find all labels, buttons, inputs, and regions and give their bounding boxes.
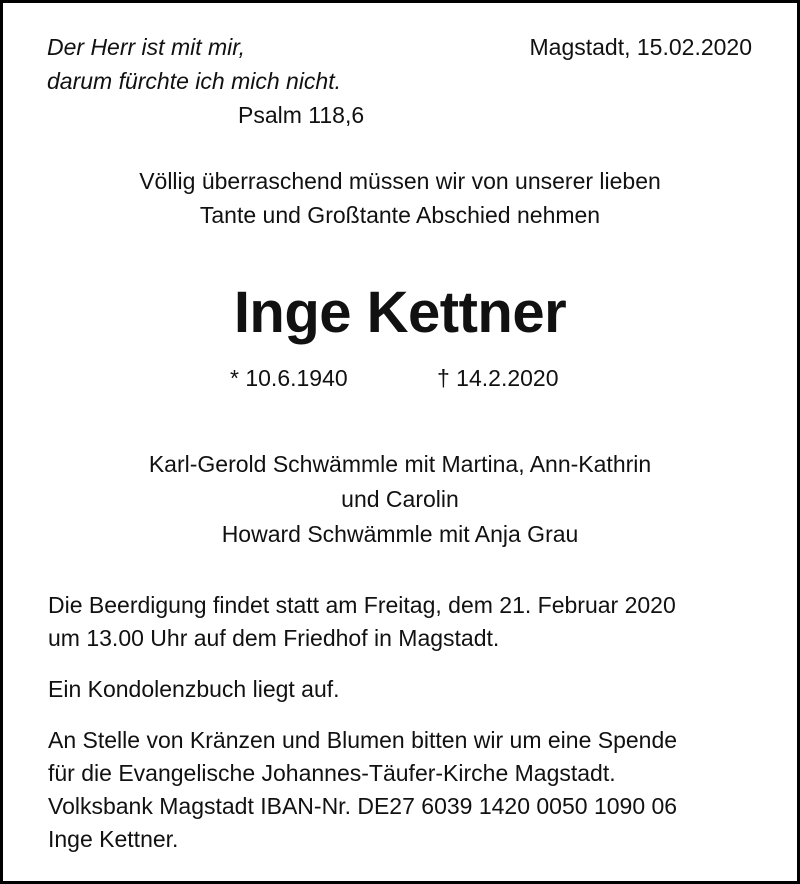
funeral-line-1: Die Beerdigung findet statt am Freitag, dem 21. Februar 2020 [48,592,676,618]
funeral-info [48,589,676,655]
intro-line-2: Tante und Großtante Abschied nehmen [199,202,601,228]
deceased-name: Inge Kettner [233,280,567,345]
donation-line-4: Inge Kettner. [48,826,179,852]
verse-reference: Psalm 118,6 [238,102,365,128]
funeral-line-2: um 13.00 Uhr auf dem Friedhof in Magstadt. [48,625,500,651]
birth-date: * 10.6.1940 [230,365,348,391]
mourners-line-3: Howard Schwämmle mit Anja Grau [221,521,579,547]
donation-line-2: für die Evangelische Johannes-Täufer-Kirche Magstadt. [48,760,616,786]
verse-line-1: Der Herr ist mit mir, [47,34,246,60]
verse-line-2: darum fürchte ich mich nicht. [47,68,342,94]
donation-line-3: Volksbank Magstadt IBAN-Nr. DE27 6039 1420 0050 1090 06 [48,793,678,819]
donation-info [48,724,677,856]
mourners-list [0,447,800,552]
mourners-line-2: und Carolin [341,486,459,512]
intro-line-1: Völlig überraschend müssen wir von unserer lieben [139,168,661,194]
donation-line-1: An Stelle von Kränzen und Blumen bitten wir um eine Spende [48,727,678,753]
intro-text [0,164,800,232]
place-date: Magstadt, 15.02.2020 [529,34,752,60]
bible-verse [47,30,341,98]
condolence-note: Ein Kondolenzbuch liegt auf. [48,676,340,702]
death-date: † 14.2.2020 [437,365,559,391]
mourners-line-1: Karl-Gerold Schwämmle mit Martina, Ann-Kathrin [148,451,652,477]
